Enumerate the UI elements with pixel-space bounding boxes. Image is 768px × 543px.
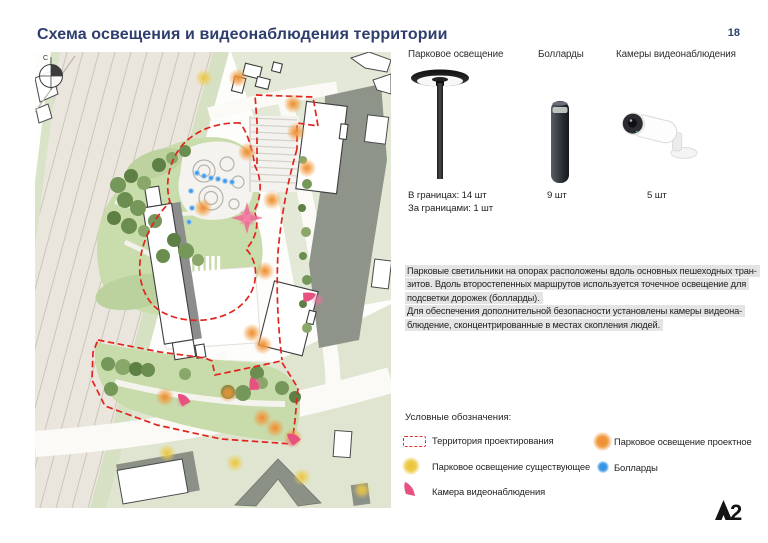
park-light-image: [404, 67, 474, 185]
proposed-light-icon: [593, 432, 612, 451]
company-logo: [714, 496, 748, 524]
legend-label-existing-light: Парковое освещение существующее: [432, 461, 591, 472]
legend-label-bollards: Болларды: [614, 462, 658, 473]
legend-label-proposed-light: Парковое освещение проектное: [614, 436, 752, 447]
column-label-park-lighting: Парковое освещение: [408, 49, 504, 60]
column-label-bollards: Болларды: [538, 49, 584, 60]
logo-text: 2: [730, 500, 743, 524]
page-number: 18: [727, 27, 740, 39]
column-label-cameras: Камеры видеонаблюдения: [616, 49, 736, 60]
territory-boundary-icon: [403, 436, 426, 447]
legend-label-territory: Территория проектирования: [432, 435, 554, 446]
existing-light-icon: [402, 457, 420, 475]
bollard-image: [542, 97, 578, 185]
compass-north-label: С: [43, 55, 49, 62]
park-light-count-inside: В границах: 14 шт: [408, 190, 487, 201]
description-text: [405, 261, 757, 330]
page-title: Схема освещения и видеонаблюдения территории: [37, 26, 448, 43]
camera-count: 5 шт: [647, 190, 667, 201]
legend-label-camera: Камера видеонаблюдения: [432, 486, 546, 497]
description-line: блюдение, сконцентрированные в местах скопления людей.: [405, 315, 743, 328]
description-line: зитов. Вдоль второстепенных маршрутов используется точечное освещение для: [405, 274, 743, 287]
park-light-count-outside: За границами: 1 шт: [408, 203, 494, 214]
site-plan-map: [35, 52, 391, 508]
legend-title: Условные обозначения:: [405, 412, 512, 423]
description-line: Парковые светильники на опорах расположены вдоль основных пешеходных тран-: [405, 261, 743, 274]
description-line: Для обеспечения дополнительной безопасности установлены камеры видеона-: [405, 301, 743, 314]
security-camera-image: [618, 106, 703, 164]
description-line: подсветки дорожек (болларды).: [405, 288, 743, 301]
bollard-count: 9 шт: [547, 190, 567, 201]
camera-icon: [403, 481, 418, 498]
bollard-icon: [597, 461, 609, 473]
